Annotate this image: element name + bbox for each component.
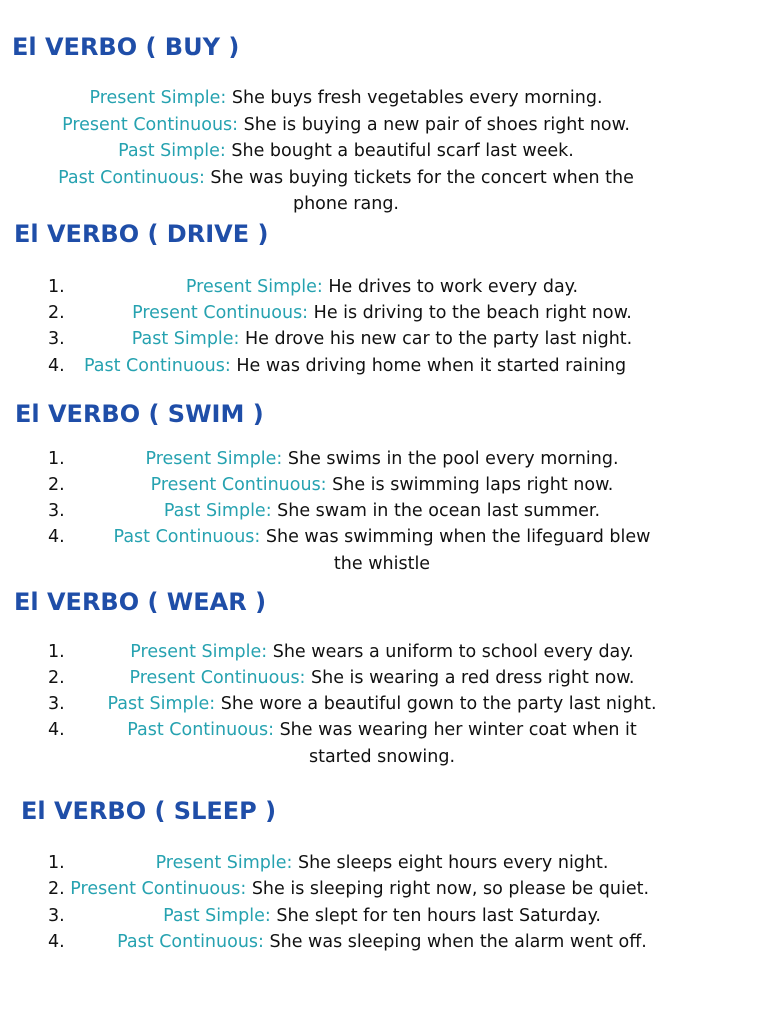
item-number: 1. <box>48 277 65 297</box>
item-number: 1. <box>48 642 65 662</box>
heading-sleep: El VERBO ( SLEEP ) <box>21 797 277 825</box>
example-sentence: She is swimming laps right now. <box>326 475 614 495</box>
example-sentence: She was sleeping when the alarm went off. <box>263 932 647 952</box>
buy-line-continuation: phone rang. <box>292 194 399 214</box>
buy-line-1 <box>0 85 692 112</box>
heading-swim: El VERBO ( SWIM ) <box>15 400 264 428</box>
item-text <box>68 472 696 499</box>
tense-label: Past Continuous: <box>127 720 275 740</box>
tense-label: Present Continuous: <box>150 475 327 495</box>
buy-line-2 <box>0 112 692 139</box>
example-sentence: She bought a beautiful scarf last week. <box>225 141 574 161</box>
tense-label: Present Simple: <box>155 853 293 873</box>
item-text <box>68 903 696 930</box>
tense-label: Past Continuous: <box>58 167 205 188</box>
tense-label: Present Continuous: <box>62 114 239 135</box>
item-text <box>68 524 696 551</box>
item-text <box>68 326 696 353</box>
item-number: 3. <box>48 694 65 714</box>
tense-label: Past Continuous: <box>84 356 231 376</box>
item-number: 3. <box>48 329 65 349</box>
list-item <box>0 876 768 903</box>
item-text <box>68 665 696 692</box>
list-item <box>0 850 768 877</box>
list-item <box>0 353 768 380</box>
example-sentence: She is sleeping right now, so please be quiet. <box>246 879 650 899</box>
example-sentence: She is wearing a red dress right now. <box>305 668 635 688</box>
buy-line-3 <box>0 138 692 165</box>
tense-label: Present Continuous: <box>129 668 306 688</box>
example-sentence: She wore a beautiful gown to the party last night. <box>215 694 657 714</box>
list-item <box>0 326 768 353</box>
list-item <box>0 929 768 956</box>
example-sentence: He drives to work every day. <box>322 277 579 297</box>
example-sentence: She sleeps eight hours every night. <box>292 853 609 873</box>
item-text <box>68 717 696 744</box>
list-item <box>0 665 768 692</box>
example-sentence: She swims in the pool every morning. <box>282 449 619 469</box>
example-sentence: She buys fresh vegetables every morning. <box>226 88 603 108</box>
item-number: 4. <box>48 527 65 547</box>
list-item-continuation: started snowing. <box>308 747 456 767</box>
list-item <box>0 903 768 930</box>
item-text <box>68 929 696 956</box>
example-sentence: She wears a uniform to school every day. <box>267 642 634 662</box>
item-number: 1. <box>48 853 65 873</box>
example-sentence: He is driving to the beach right now. <box>308 303 632 323</box>
list-item <box>0 691 768 718</box>
list-item-continuation: the whistle <box>333 554 431 574</box>
tense-label: Present Simple: <box>145 449 283 469</box>
list-item <box>0 717 768 744</box>
tense-label: Present Simple: <box>89 88 227 108</box>
item-number: 2. <box>48 475 65 495</box>
item-text <box>68 850 696 877</box>
tense-label: Present Continuous: <box>132 303 309 323</box>
tense-label: Present Continuous: <box>70 879 247 899</box>
tense-label: Past Simple: <box>107 694 216 714</box>
list-item <box>0 472 768 499</box>
tense-label: Past Simple: <box>163 501 272 521</box>
item-text <box>68 274 696 301</box>
list-item <box>0 498 768 525</box>
example-sentence: She was buying tickets for the concert when the <box>204 167 634 188</box>
item-text <box>68 498 696 525</box>
tense-label: Present Simple: <box>130 642 268 662</box>
buy-paragraph <box>0 85 692 218</box>
list-item <box>0 300 768 327</box>
item-text <box>68 639 696 666</box>
buy-line-4 <box>0 165 692 192</box>
item-text <box>84 353 704 380</box>
tense-label: Present Simple: <box>185 277 323 297</box>
example-sentence: She was swimming when the lifeguard blew <box>260 527 651 547</box>
item-number: 3. <box>48 906 65 926</box>
tense-label: Past Continuous: <box>117 932 264 952</box>
item-text <box>68 691 696 718</box>
tense-label: Past Simple: <box>131 329 240 349</box>
item-number: 4. <box>48 356 65 376</box>
example-sentence: She swam in the ocean last summer. <box>271 501 601 521</box>
example-sentence: He drove his new car to the party last night. <box>239 329 633 349</box>
item-number: 1. <box>48 449 65 469</box>
example-sentence: She was wearing her winter coat when it <box>274 720 637 740</box>
item-number: 2. <box>48 303 65 323</box>
item-number: 4. <box>48 932 65 952</box>
tense-label: Past Simple: <box>163 906 271 926</box>
example-sentence: She is buying a new pair of shoes right now. <box>238 114 630 135</box>
example-sentence: She slept for ten hours last Saturday. <box>270 906 601 926</box>
tense-label: Past Continuous: <box>113 527 261 547</box>
list-item <box>0 524 768 551</box>
item-number: 2. <box>48 879 65 899</box>
heading-buy: El VERBO ( BUY ) <box>12 33 240 61</box>
heading-drive: El VERBO ( DRIVE ) <box>14 220 269 248</box>
item-number: 3. <box>48 501 65 521</box>
tense-label: Past Simple: <box>118 141 226 161</box>
item-number: 2. <box>48 668 65 688</box>
list-item <box>0 446 768 473</box>
item-text <box>68 300 696 327</box>
example-sentence: He was driving home when it started raining <box>230 356 627 376</box>
item-text <box>48 876 728 903</box>
heading-wear: El VERBO ( WEAR ) <box>14 588 267 616</box>
list-item <box>0 639 768 666</box>
item-number: 4. <box>48 720 65 740</box>
item-text <box>68 446 696 473</box>
list-item <box>0 274 768 301</box>
